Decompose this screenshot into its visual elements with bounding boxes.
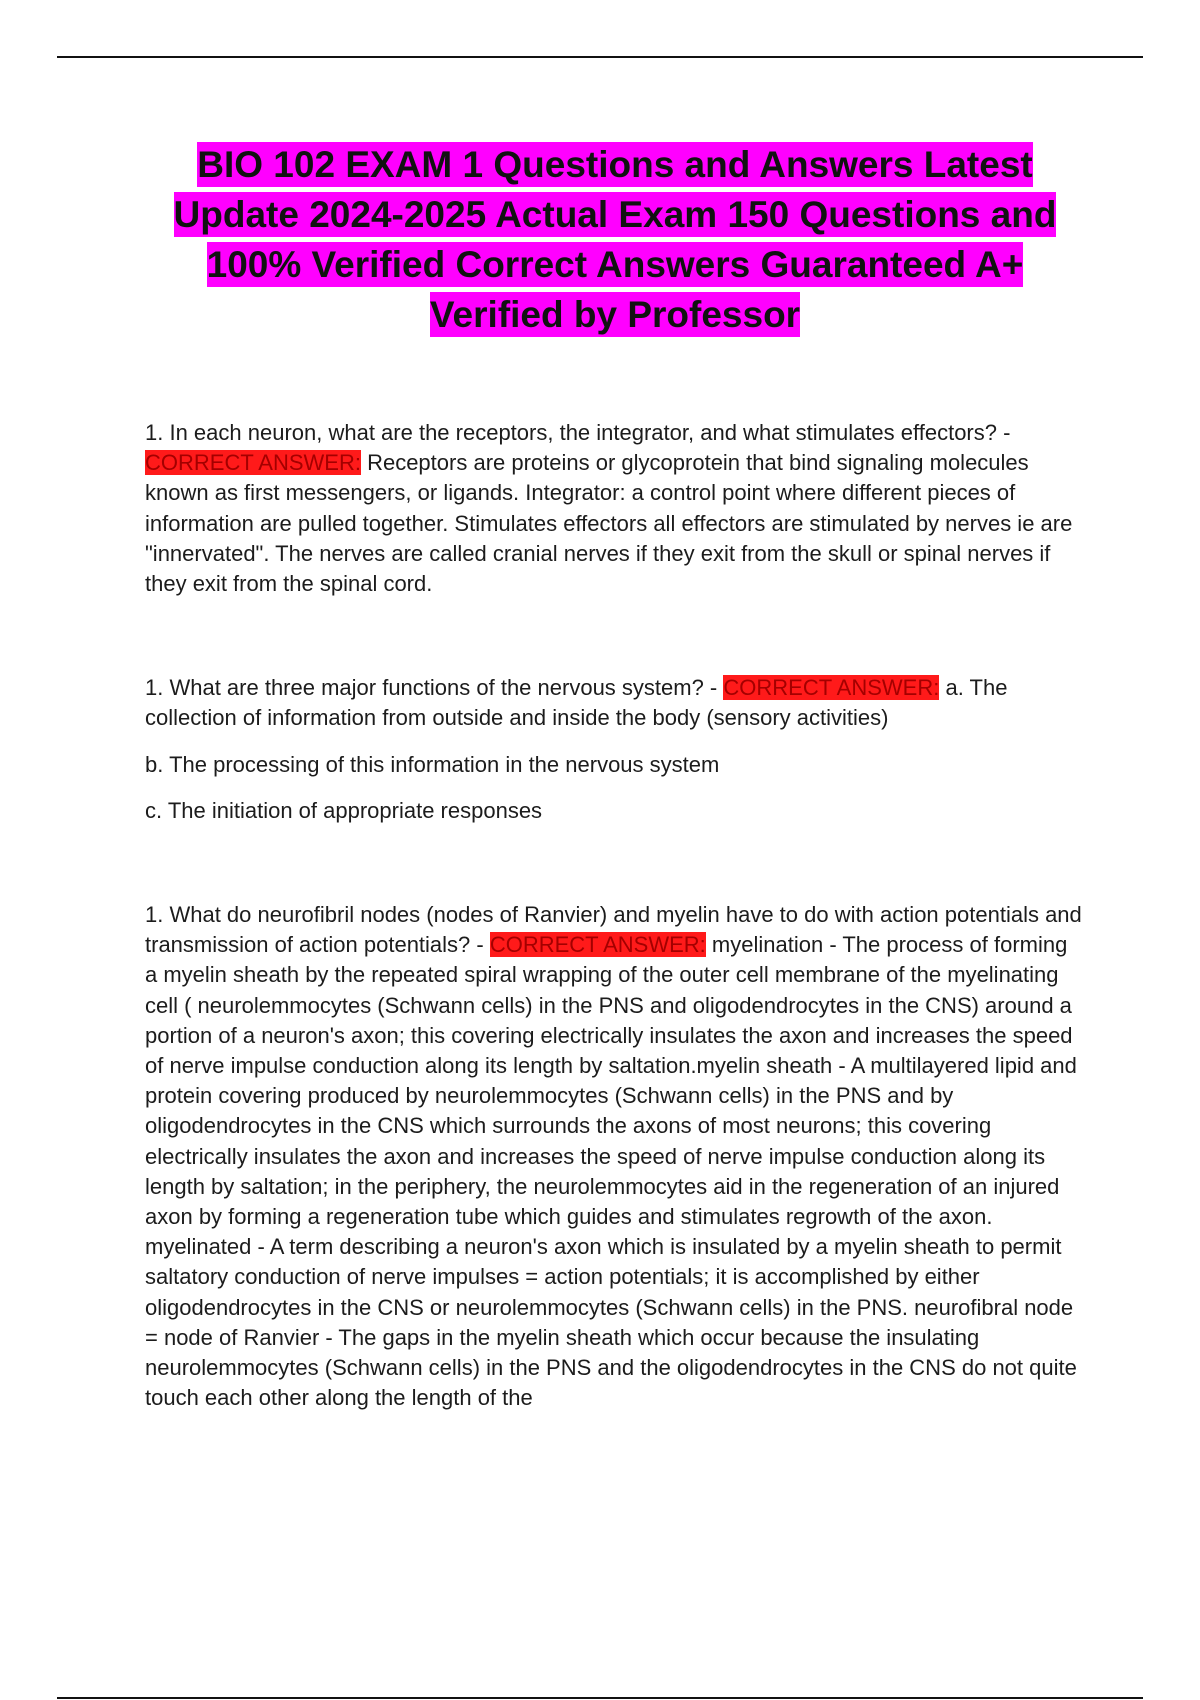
question-2 (145, 673, 1085, 826)
bottom-rule (57, 1697, 1143, 1699)
answer-item: b. The processing of this information in the nervous system (145, 751, 720, 777)
correct-answer-marker: CORRECT ANSWER: (489, 932, 706, 958)
top-rule (57, 56, 1143, 58)
correct-answer-marker: CORRECT ANSWER: (145, 450, 361, 476)
question-prefix: 1. In each neuron, what are the receptors, the integrator, and what stimulates effectors? - (145, 420, 1011, 445)
question-3 (145, 900, 1085, 1413)
question-prefix: 1. What are three major functions of the nervous system? - (145, 675, 724, 701)
answer-item: c. The initiation of appropriate responses (145, 797, 543, 823)
correct-answer-marker: CORRECT ANSWER: (723, 675, 940, 701)
question-text (145, 673, 1085, 733)
question-prefix: 1. What do neurofibril nodes (nodes of Ranvier) and myelin have to do with action potentials and transmission of action potentials? - (145, 902, 1082, 958)
answer-text: a. The collection of information from outside and inside the body (sensory activities) (145, 675, 1008, 731)
question-1 (145, 418, 1085, 599)
question-text (145, 418, 1085, 599)
answer-text: myelination - The process of forming a myelin sheath by the repeated spiral wrapping of the outer cell membrane of the myelinating cell ( neurolemmocytes (Schwann cells) in the PNS and oligodendrocytes in the CNS) around a portion of a neuron's axon; this covering electrically insulates the axon and increases the speed of nerve impulse conduction along its length by saltation.myelin sheath - A multilayered lipid and protein covering produced by neurolemmocytes (Schwann cells) in the PNS and by oligodendrocytes in the CNS which surrounds the axons of most neurons; this covering electrically insulates the axon and increases the speed of nerve impulse conduction along its length by saltation; in the periphery, the neurolemmocytes aid in the regeneration of an injured axon by forming a regeneration tube which guides and stimulates regrowth of the axon. myelinated - A term describing a neuron's axon which is insulated by a myelin sheath to permit saltatory conduction of nerve impulses = action potentials; it is accomplished by either oligodendrocytes in the CNS or neurolemmocytes (Schwann cells) in the PNS. neurofibral node = node of Ranvier - The gaps in the myelin sheath which occur because the insulating neurolemmocytes (Schwann cells) in the PNS and the oligodendrocytes in the CNS do not quite touch each other along the length of the (145, 932, 1077, 1411)
answer-text: Receptors are proteins or glycoprotein that bind signaling molecules known as first messengers, or ligands. Integrator: a control point where different pieces of information are pulled together. Stimulates effectors all effectors are stimulated by nerves ie are "innervated". The nerves are called cranial nerves if they exit from the skull or spinal nerves if they exit from the spinal cord. (145, 450, 1073, 597)
question-text (145, 900, 1085, 1413)
document-page (145, 140, 1085, 1413)
title-text: BIO 102 EXAM 1 Questions and Answers Latest Update 2024-2025 Actual Exam 150 Questions and 100% Verified Correct Answers Guaranteed A+ Verified by Professor (173, 144, 1057, 335)
document-title (145, 140, 1085, 340)
